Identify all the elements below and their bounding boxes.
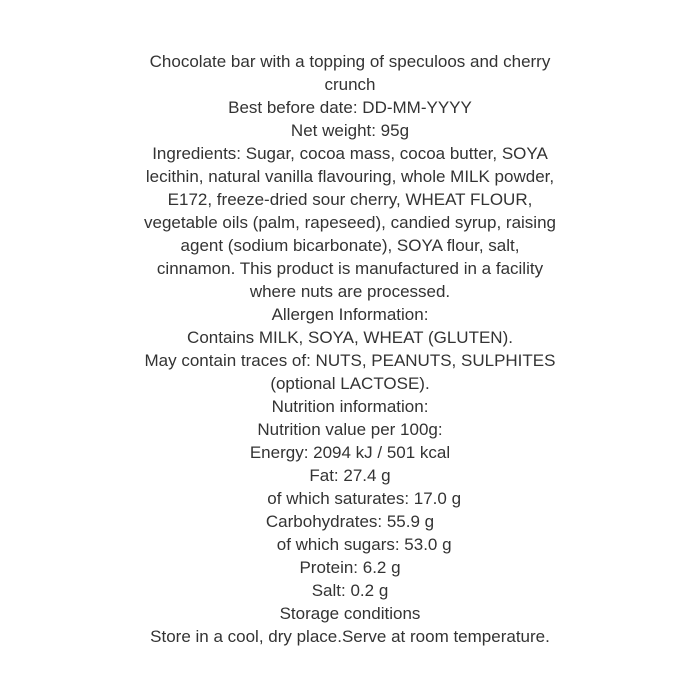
allergen-may-contain-line: May contain traces of: NUTS, PEANUTS, SULPHITES (144, 351, 556, 370)
nutrition-heading: Nutrition information: (271, 397, 429, 416)
ingredients-line: E172, freeze-dried sour cherry, WHEAT FLOUR, (167, 190, 533, 209)
net-weight: Net weight: 95g (290, 121, 410, 140)
ingredients-line: Ingredients: Sugar, cocoa mass, cocoa butter, SOYA (152, 144, 548, 163)
ingredients-line: agent (sodium bicarbonate), SOYA flour, salt, (180, 236, 520, 255)
allergen-may-contain-line: (optional LACTOSE). (270, 374, 430, 393)
ingredients-line: vegetable oils (palm, rapeseed), candied syrup, raising (143, 213, 556, 232)
ingredients-line: cinnamon. This product is manufactured in a facility (156, 259, 544, 278)
storage-heading: Storage conditions (279, 604, 421, 623)
ingredients-line: lecithin, natural vanilla flavouring, whole MILK powder, (145, 167, 555, 186)
best-before-date: Best before date: DD-MM-YYYY (228, 98, 472, 117)
nutrition-row-saturates: of which saturates: 17.0 g (238, 489, 462, 508)
nutrition-basis: Nutrition value per 100g: (257, 420, 443, 439)
product-name-line: Chocolate bar with a topping of speculoos and cherry (149, 52, 551, 71)
nutrition-row-salt: Salt: 0.2 g (311, 581, 389, 600)
nutrition-row-fat: Fat: 27.4 g (309, 466, 391, 485)
storage-instructions: Store in a cool, dry place.Serve at room temperature. (150, 627, 550, 646)
allergen-contains: Contains MILK, SOYA, WHEAT (GLUTEN). (187, 328, 513, 347)
nutrition-row-protein: Protein: 6.2 g (299, 558, 401, 577)
allergen-heading: Allergen Information: (271, 305, 429, 324)
ingredients-line: where nuts are processed. (249, 282, 451, 301)
product-name-line: crunch (324, 75, 376, 94)
nutrition-row-carbohydrates: Carbohydrates: 55.9 g (265, 512, 435, 531)
nutrition-row-sugars: of which sugars: 53.0 g (248, 535, 452, 554)
nutrition-row-energy: Energy: 2094 kJ / 501 kcal (249, 443, 451, 462)
